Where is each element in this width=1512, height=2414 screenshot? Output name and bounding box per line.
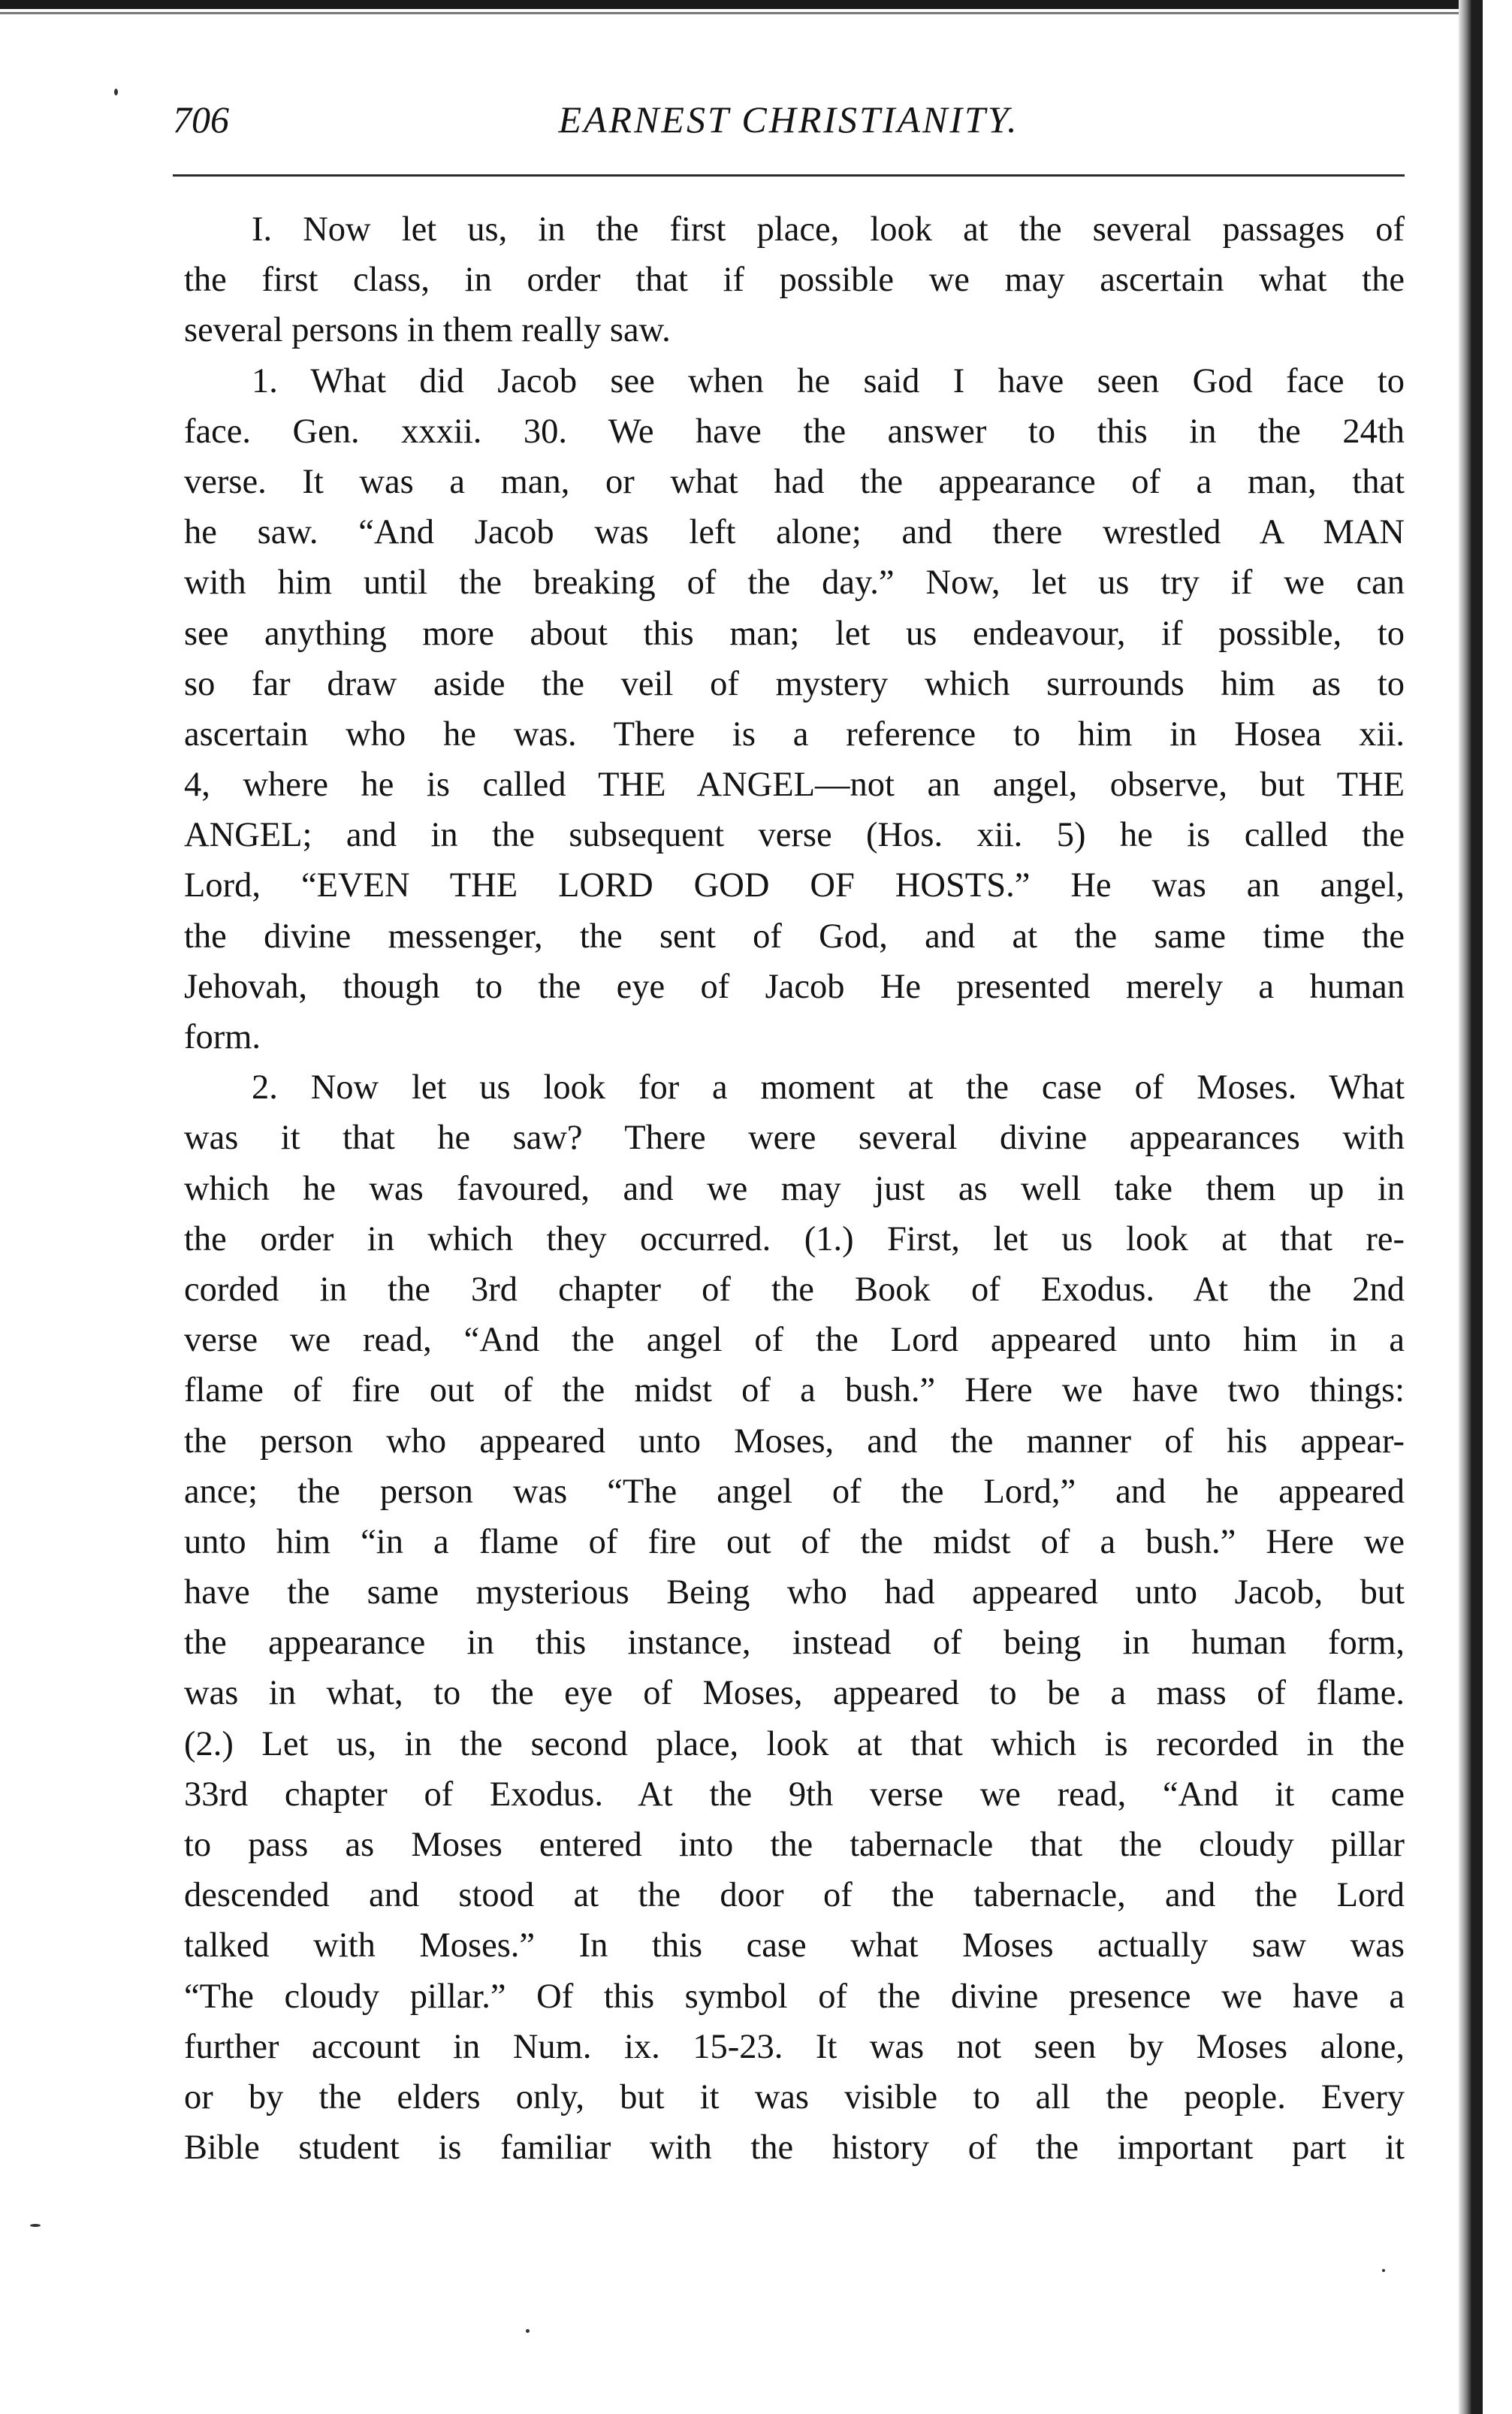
text-line: ANGEL; and in the subsequent verse (Hos. xii. 5) he is called the [184, 816, 1405, 855]
text-line: Lord, “EVEN THE LORD GOD OF HOSTS.” He was an angel, [184, 866, 1405, 905]
text-line: or by the elders only, but it was visible to all the people. Every [184, 2077, 1405, 2116]
text-line: 1. What did Jacob see when he said I have seen God face to [252, 361, 1405, 400]
page-spine-edge [1459, 0, 1483, 2414]
header-rule [173, 174, 1405, 177]
text-line: ascertain who he was. There is a reference to him in Hosea xii. [184, 715, 1405, 754]
text-line: he saw. “And Jacob was left alone; and there wrestled A MAN [184, 513, 1405, 552]
text-line: have the same mysterious Being who had appeared unto Jacob, but [184, 1573, 1405, 1612]
text-line: which he was favoured, and we may just as well take them up in [184, 1169, 1405, 1208]
text-line: flame of fire out of the midst of a bush.” Here we have two things: [184, 1371, 1405, 1410]
text-line: verse. It was a man, or what had the appearance of a man, that [184, 462, 1405, 501]
text-line: 2. Now let us look for a moment at the case of Moses. What [252, 1068, 1405, 1107]
scan-speck [1382, 2269, 1385, 2272]
text-line: Bible student is familiar with the history of the important part it [184, 2128, 1405, 2168]
text-line: 33rd chapter of Exodus. At the 9th verse we read, “And it came [184, 1775, 1405, 1814]
text-line: the person who appeared unto Moses, and the manner of his appear- [184, 1422, 1405, 1461]
text-line: the appearance in this instance, instead of being in human form, [184, 1624, 1405, 1663]
running-head: EARNEST CHRISTIANITY. [558, 98, 1019, 140]
text-line: ance; the person was “The angel of the Lord,” and he appeared [184, 1472, 1405, 1511]
text-line: 4, where he is called THE ANGEL—not an angel, observe, but THE [184, 766, 1405, 805]
text-line: the divine messenger, the sent of God, and at the same time the [184, 917, 1405, 956]
text-line: see anything more about this man; let us endeavour, if possible, to [184, 614, 1405, 653]
body-text [184, 204, 1405, 2173]
text-line: verse we read, “And the angel of the Lord appeared unto him in a [184, 1321, 1405, 1360]
text-line: (2.) Let us, in the second place, look at that which is recorded in the [184, 1724, 1405, 1763]
text-line: the order in which they occurred. (1.) First, let us look at that re- [184, 1219, 1405, 1258]
scan-speck [114, 89, 118, 95]
text-line: descended and stood at the door of the tabernacle, and the Lord [184, 1876, 1405, 1915]
text-line: so far draw aside the veil of mystery which surrounds him as to [184, 664, 1405, 703]
scan-speck [30, 2224, 41, 2227]
text-line: several persons in them really saw. [184, 311, 671, 350]
text-line: form. [184, 1018, 261, 1056]
text-line: with him until the breaking of the day.” Now, let us try if we can [184, 563, 1405, 603]
page-number: 706 [173, 98, 229, 140]
text-line: was in what, to the eye of Moses, appeared to be a mass of flame. [184, 1674, 1405, 1713]
text-line: unto him “in a flame of fire out of the midst of a bush.” Here we [184, 1522, 1405, 1561]
text-line: the first class, in order that if possible we may ascertain what the [184, 261, 1405, 300]
top-border-rule-thin [0, 12, 1465, 14]
scan-speck [526, 2329, 530, 2333]
text-line: Jehovah, though to the eye of Jacob He presented merely a human [184, 967, 1405, 1006]
text-line: corded in the 3rd chapter of the Book of Exodus. At the 2nd [184, 1270, 1405, 1309]
text-line: to pass as Moses entered into the tabernacle that the cloudy pillar [184, 1826, 1405, 1864]
text-line: further account in Num. ix. 15-23. It was not seen by Moses alone, [184, 2027, 1405, 2066]
top-border-rule [0, 0, 1465, 9]
text-line: I. Now let us, in the first place, look at the several passages of [252, 210, 1405, 249]
text-line: face. Gen. xxxii. 30. We have the answer to this in the 24th [184, 412, 1405, 451]
text-line: “The cloudy pillar.” Of this symbol of the divine presence we have a [184, 1977, 1405, 2016]
text-line: talked with Moses.” In this case what Moses actually saw was [184, 1926, 1405, 1965]
page-header [173, 98, 1405, 165]
text-line: was it that he saw? There were several divine appearances with [184, 1119, 1405, 1158]
